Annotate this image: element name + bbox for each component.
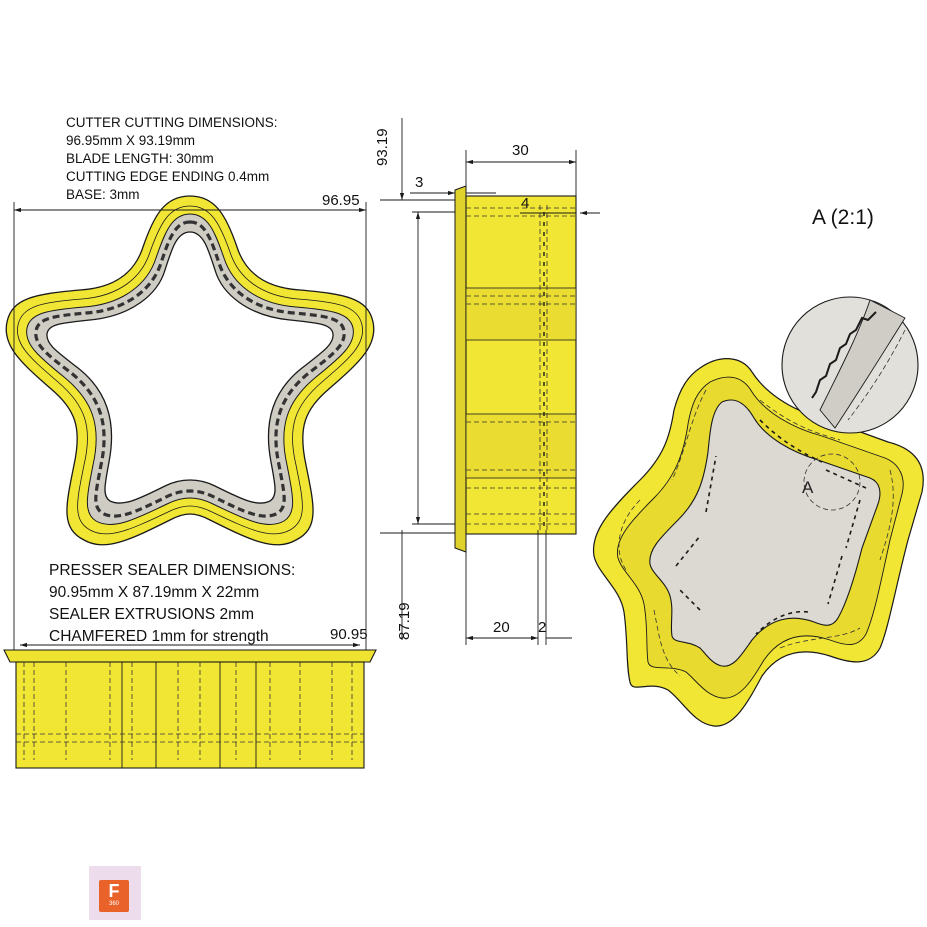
fusion-logo-tile bbox=[99, 880, 129, 912]
side-body bbox=[466, 196, 576, 534]
presser-note-line: CHAMFERED 1mm for strength bbox=[49, 628, 269, 645]
dim-edge-offset: 4 bbox=[521, 195, 530, 212]
dim-base-thickness: 3 bbox=[415, 174, 424, 191]
cutter-dimensions-note bbox=[66, 114, 278, 204]
fusion-logo-sub: 360 bbox=[108, 901, 119, 907]
side-view bbox=[455, 186, 576, 552]
dim-presser-width: 90.95 bbox=[330, 626, 368, 643]
presser-dimensions-note bbox=[49, 560, 295, 648]
dim-side-depth: 30 bbox=[512, 142, 529, 159]
presser-note-line: SEALER EXTRUSIONS 2mm bbox=[49, 606, 254, 623]
presser-top-flange bbox=[4, 650, 376, 662]
dim-presser-depth: 20 bbox=[493, 619, 510, 636]
isometric-view bbox=[593, 297, 923, 726]
detail-a-label: A (2:1) bbox=[812, 206, 874, 229]
cutter-note-line: 96.95mm X 93.19mm bbox=[66, 133, 196, 148]
side-base-flange bbox=[455, 186, 466, 552]
side-band-2 bbox=[466, 414, 576, 478]
dim-presser-height: 87.19 bbox=[396, 602, 413, 640]
dim-cutter-height: 93.19 bbox=[374, 128, 391, 166]
cutter-note-line: CUTTER CUTTING DIMENSIONS: bbox=[66, 115, 278, 130]
star-cutter-top-view bbox=[6, 196, 374, 545]
dim-extrusion: 2 bbox=[538, 619, 547, 636]
presser-note-line: 90.95mm X 87.19mm X 22mm bbox=[49, 584, 260, 601]
presser-note-line: PRESSER SEALER DIMENSIONS: bbox=[49, 562, 296, 579]
presser-body bbox=[16, 662, 364, 768]
detail-a-marker: A bbox=[802, 478, 814, 497]
cutter-note-line: BLADE LENGTH: 30mm bbox=[66, 151, 214, 166]
fusion-360-logo bbox=[89, 866, 141, 920]
fusion-logo-letter: F bbox=[108, 881, 120, 901]
dim-cutter-width: 96.95 bbox=[322, 192, 360, 209]
cutter-note-line: BASE: 3mm bbox=[66, 187, 140, 202]
presser-front-view bbox=[4, 650, 376, 768]
cutter-note-line: CUTTING EDGE ENDING 0.4mm bbox=[66, 169, 270, 184]
